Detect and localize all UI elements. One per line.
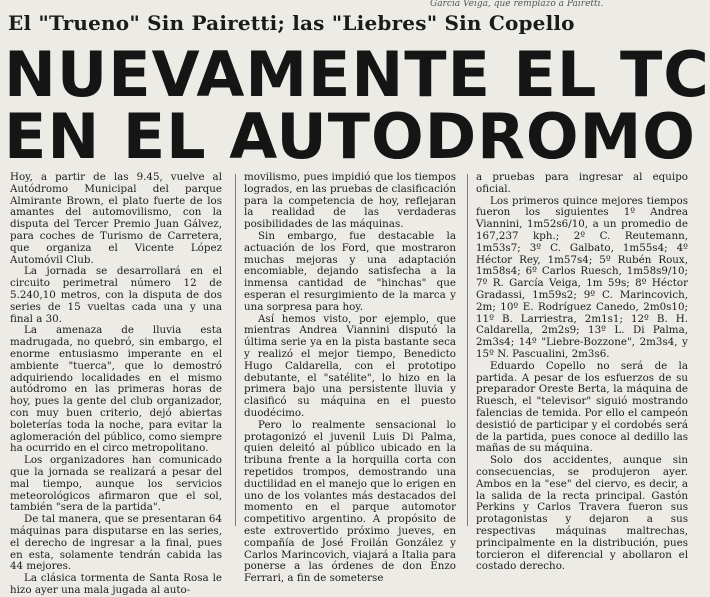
article-column-1 [10, 171, 222, 596]
article-column-3 [476, 171, 688, 573]
paragraph: La clásica tormenta de Santa Rosa le hizo ayer una mala jugada al auto- [10, 572, 222, 596]
top-cut-text: García Veiga, que remplazó a Pairetti. [430, 0, 604, 9]
paragraph: De tal manera, que se presentaran 64 máquinas para disputarse en las series, el derecho de ingresar a la final, pues en esta, solamente tendrán cabida las 44 mejores. [10, 513, 222, 573]
kicker-headline: El "Trueno" Sin Pairetti; las "Liebres" Sin Copello [8, 11, 575, 35]
paragraph: La amenaza de lluvia esta madrugada, no quebró, sin embargo, el enorme entusiasmo imperante en el ambiente "tuerca", que lo demostró adquiriendo localidades en el mismo autódromo en las primeras horas de hoy, pues la gente del club organizador, con muy buen criterio, dejó abiertas boleterías toda la noche, para evitar la aglomeración del público, como siempre ha ocurrido en el circo metropolitano. [10, 324, 222, 455]
headline-line-1: NUEVAMENTE EL TC [4, 38, 710, 111]
paragraph: La jornada se desarrollará en el circuito perimetral número 12 de 5.240,10 metros, con la disputa de dos series de 15 vueltas cada una y una final a 30. [10, 265, 222, 325]
paragraph: Los organizadores han comunicado que la jornada se realizará a pesar del mal tiempo, aunque los servicios meteorológicos afirmaron que el sol, también "sera de la partida". [10, 454, 222, 514]
column-divider [467, 174, 468, 526]
paragraph: Eduardo Copello no será de la partida. A pesar de los esfuerzos de su preparador Oreste Berta, la máquina de Ruesch, el "televisor" siguió mostrando falencias de temida. Por ello el campeón desistió de participar y el cordobés será de la partida, pues conoce al dedillo las mañas de su máquina. [476, 359, 688, 455]
paragraph: Los primeros quince mejores tiempos fueron los siguientes 1º Andrea Viannini, 1m52s6/10, a un promedio de 167,237 kph.; 2º C. Reutemann, 1m53s7; 3º C. Galbato, 1m55s4; 4º Héctor Rey, 1m57s4; 5º Rubén Roux, 1m58s4; 6º Carlos Ruesch, 1m58s9/10; 7º R. García Veiga, 1m 59s; 8º Héctor Gradassi, 1m59s2; 9º C. Marincovich, 2m; 10º E. Rodríguez Canedo, 2m0s10; 11º B. Larriestra, 2m1s1; 12º B. H. Caldarella, 2m2s9; 13º L. Di Palma, 2m3s4; 14º "Liebre-Bozzone", 2m3s4, y 15º N. Pascualini, 2m3s6. [476, 194, 688, 360]
paragraph: Hoy, a partir de las 9.45, vuelve al Autódromo Municipal del parque Almirante Brown, el plato fuerte de los amantes del automovilismo, con la disputa del Tercer Premio Juan Gálvez, para coches de Turismo de Carretera, que organiza el Vicente López Automóvil Club. [10, 171, 222, 266]
article-column-2 [244, 171, 456, 585]
paragraph-continued: movilismo, pues impidió que los tiempos logrados, en las pruebas de clasificación para la competencia de hoy, reflejaran la realidad de las verdaderas posibilidades de las máquinas. [244, 171, 456, 231]
paragraph: Así hemos visto, por ejemplo, que mientras Andrea Viannini disputó la última serie ya en la pista bastante seca y realizó el mejor tiempo, Benedicto Hugo Caldarella, con el prototipo debutante, el "satélite", lo hizo en la primera bajo una persistente lluvia y clasificó su máquina en el puesto duodécimo. [244, 312, 456, 419]
column-divider [235, 174, 236, 526]
paragraph: Solo dos accidentes, aunque sin consecuencias, se produjeron ayer. Ambos en la "ese" del ciervo, es decir, a la salida de la recta principal. Gastón Perkins y Carlos Travera fueron sus protagonistas y dejaron a sus respectivas máquinas maltrechas, principalmente en la distribución, pues torcieron el diferencial y abollaron el costado derecho. [476, 454, 688, 573]
headline-line-2: EN EL AUTODROMO [4, 100, 697, 173]
paragraph: Pero lo realmente sensacional lo protagonizó el juvenil Luis Di Palma, quien deleitó al público ubicado en la tribuna frente a la horquilla corta con repetidos trompos, demostrando una ductilidad en el manejo que lo erigen en uno de los volantes más destacados del momento en el parque automotor competitivo argentino. A propósito de este extrovertido próximo jueves, en compañía de José Froilán González y Carlos Marincovich, viajará a Italia para ponerse a las órdenes de don Enzo Ferrari, a fin de someterse [244, 418, 456, 585]
paragraph-continued: a pruebas para ingresar al equipo oficial. [476, 171, 688, 195]
paragraph: Sin embargo, fue destacable la actuación de los Ford, que mostraron muchas mejoras y una adaptación encomiable, dejando satisfecha a la inmensa cantidad de "hinchas" que esperan el resurgimiento de la marca y una sorpresa para hoy. [244, 229, 456, 313]
